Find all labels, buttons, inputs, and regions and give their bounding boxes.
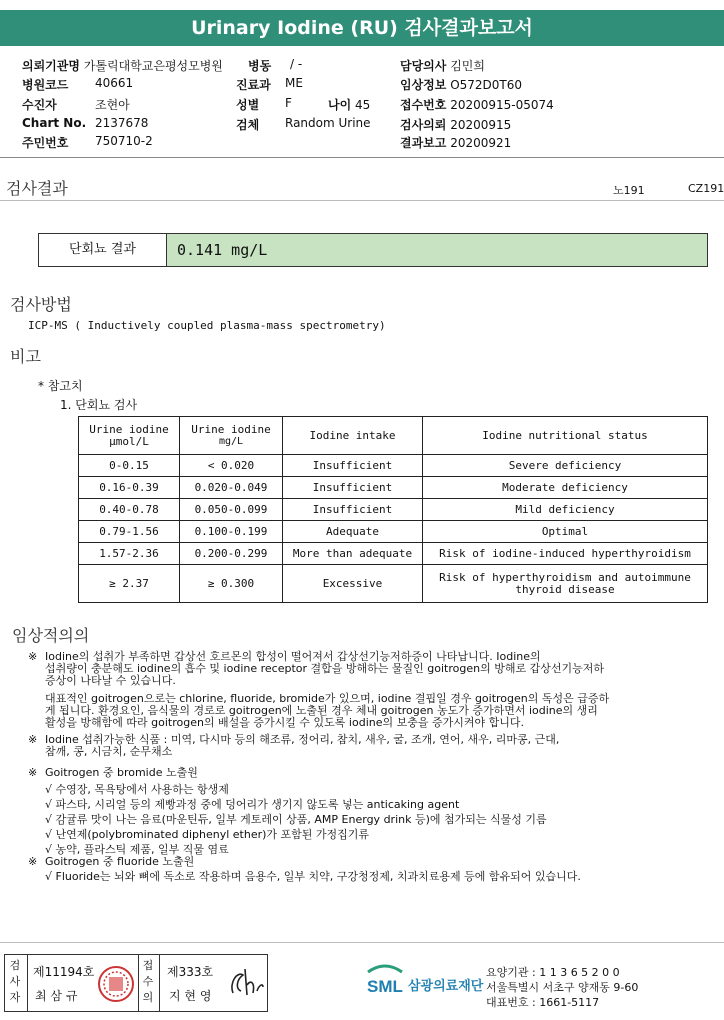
receiver-label: 접수의 (142, 959, 154, 1004)
table-row: 1.57-2.36 0.200-0.299 More than adequate Risk of iodine-induced hyperthyroidism (79, 543, 708, 565)
list-item: √ Fluoride는 뇌와 뼈에 독소로 작용하며 음용수, 일부 치약, 구강청정제, 치과치료용제 등에 함유되어 있습니다. (45, 870, 581, 883)
table-row: 0.79-1.56 0.100-0.199 Adequate Optimal (79, 521, 708, 543)
label-receipt-no: 접수번호 (400, 98, 447, 112)
value-chart-no: 2137678 (95, 116, 149, 130)
value-clinical-info: O572D0T60 (450, 78, 523, 92)
results-code-2: CZ191 (688, 182, 724, 195)
header-status: Iodine nutritional status (423, 417, 708, 455)
table-row: 0.16-0.39 0.020-0.049 Insufficient Moderate deficiency (79, 477, 708, 499)
signature-icon (227, 965, 265, 1001)
list-item: √ 난연제(polybrominated diphenyl ether)가 포함된 가정집기류 (45, 828, 370, 841)
clinical-heading: 임상적의의 (12, 626, 90, 645)
header-intake: Iodine intake (283, 417, 423, 455)
list-item: √ 농약, 플라스틱 제품, 일부 직물 염료 (45, 843, 229, 856)
label-age: 나이 (328, 98, 352, 112)
fluoride-list (45, 871, 581, 883)
tester-name: 최 삼 규 (35, 989, 78, 1003)
phone: 대표번호 : 1661-5117 (486, 996, 600, 1009)
table-row: 0-0.15 < 0.020 Insufficient Severe deficiency (79, 455, 708, 477)
value-hospital-code: 40661 (95, 76, 134, 90)
header-divider (0, 157, 724, 158)
sml-logo-icon (364, 962, 406, 1000)
label-chart-no: Chart No. (22, 116, 87, 130)
org-name: 삼광의료재단 (408, 979, 484, 994)
bullet-mark: ※ (28, 855, 38, 868)
receiver-name: 지 현 영 (169, 989, 212, 1003)
header-row-1 (22, 57, 223, 74)
label-resident-no: 주민번호 (22, 136, 69, 150)
institution-code: 요양기관 : 1 1 3 6 5 2 0 0 (486, 966, 620, 979)
label-department: 진료과 (236, 78, 271, 92)
header-umol: Urine iodine μmol/L (79, 417, 180, 455)
tester-no: 제11194호 (33, 965, 95, 979)
label-institution: 의뢰기관명 (22, 59, 80, 73)
label-doctor: 담당의사 (400, 59, 447, 73)
seal-icon (97, 965, 135, 1003)
results-heading: 검사결과 (6, 179, 68, 198)
table-header-row (79, 417, 708, 455)
fluoride-title: Goitrogen 중 fluoride 노출원 (45, 855, 195, 868)
bromide-title: Goitrogen 중 bromide 노출원 (45, 766, 198, 779)
label-sex: 성별 (236, 98, 260, 112)
clinical-paragraph-2: Iodine 섭취가능한 식품 : 미역, 다시마 등의 해조류, 정어리, 참치, 새우, 굴, 조개, 연어, 새우, 리마콩, 근대, 참깨, 콩, 시금치, 순무채소 (45, 733, 560, 758)
address: 서울특별시 서초구 양재동 9-60 (486, 981, 639, 994)
reference-table (78, 416, 708, 603)
bullet-mark: ※ (28, 766, 38, 779)
result-label: 단회뇨 결과 (39, 234, 167, 266)
table-row: ≥ 2.37 ≥ 0.300 Excessive Risk of hyperthyroidism and autoimmune thyroid disease (79, 565, 708, 603)
header-mg: Urine iodine mg/L (180, 417, 283, 455)
value-age: 45 (355, 98, 371, 112)
results-code-1: 노191 (613, 184, 645, 197)
footer-divider (0, 942, 724, 943)
value-ward: / - (290, 57, 303, 71)
logo-text: SML (367, 977, 403, 996)
reference-title: * 참고치 (38, 379, 83, 393)
tester-label: 검사자 (9, 959, 21, 1004)
method-heading: 검사방법 (10, 295, 72, 314)
value-institution: 가톨릭대학교은평성모병원 (83, 59, 223, 73)
table-row: 0.40-0.78 0.050-0.099 Insufficient Mild deficiency (79, 499, 708, 521)
reference-subtitle: 1. 단회뇨 검사 (60, 398, 138, 412)
value-patient: 조현아 (95, 98, 130, 112)
value-report-date: 20200921 (450, 136, 512, 150)
value-receipt-no: 20200915-05074 (450, 98, 554, 112)
label-request-date: 검사의뢰 (400, 118, 447, 132)
list-item: √ 감귤류 맛이 나는 음료(마운틴듀, 일부 게토레이 상품, AMP Energy drink 등)에 첨가되는 식물성 기름 (45, 813, 547, 826)
receiver-no: 제333호 (167, 965, 214, 979)
label-patient: 수진자 (22, 98, 57, 112)
value-sex: F (285, 96, 292, 110)
result-box (38, 233, 708, 267)
list-item: √ 수영장, 목욕탕에서 사용하는 항생제 (45, 783, 229, 796)
value-request-date: 20200915 (450, 118, 512, 132)
bromide-list (45, 782, 547, 857)
results-divider (0, 200, 724, 201)
label-ward: 병동 (248, 59, 272, 73)
report-title: Urinary Iodine (RU) 검사결과보고서 (0, 10, 724, 46)
bullet-mark: ※ (28, 733, 38, 746)
value-resident-no: 750710-2 (95, 134, 153, 148)
clinical-paragraph-1: Iodine의 섭취가 부족하면 갑상선 호르몬의 합성이 떨어져서 갑상선기능저하증이 나타납니다. Iodine의 섭취량이 충분해도 iodine의 흡수 및 iodine receptor 결합을 방해하는 물질인 goitrogen의 방해로 갑상선기능저하 증상이 나타날 수 있습니다. 대표적인 goitrogen으로는 chlorine, fluoride, bromide가 있으며, iodine 결핍일 경우 goitrogen의 독성은 급증하 게 됩니다. 환경요인, 음식물의 경로로 goitrogen에 노출된 경우 체내 goitrogen 농도가 증가하면서 iodine의 생리 활성을 방해함에 따라 goitrogen의 배설을 증가시킬 수 있도록 iodine의 보충을 증가시켜야 합니다. (45, 650, 610, 729)
method-text: ICP-MS ( Inductively coupled plasma-mass spectrometry) (28, 319, 386, 332)
value-specimen: Random Urine (285, 116, 371, 130)
signature-box (4, 954, 268, 1012)
value-doctor: 김민희 (450, 59, 485, 73)
label-clinical-info: 임상정보 (400, 78, 447, 92)
label-report-date: 결과보고 (400, 136, 447, 150)
result-value: 0.141 mg/L (167, 234, 707, 266)
label-hospital-code: 병원코드 (22, 78, 69, 92)
label-specimen: 검체 (236, 118, 260, 132)
list-item: √ 파스타, 시리얼 등의 제빵과정 중에 덩어리가 생기지 않도록 넣는 anticaking agent (45, 798, 460, 811)
bullet-mark: ※ (28, 650, 38, 663)
remarks-heading: 비고 (10, 347, 41, 366)
value-department: ME (285, 76, 303, 90)
